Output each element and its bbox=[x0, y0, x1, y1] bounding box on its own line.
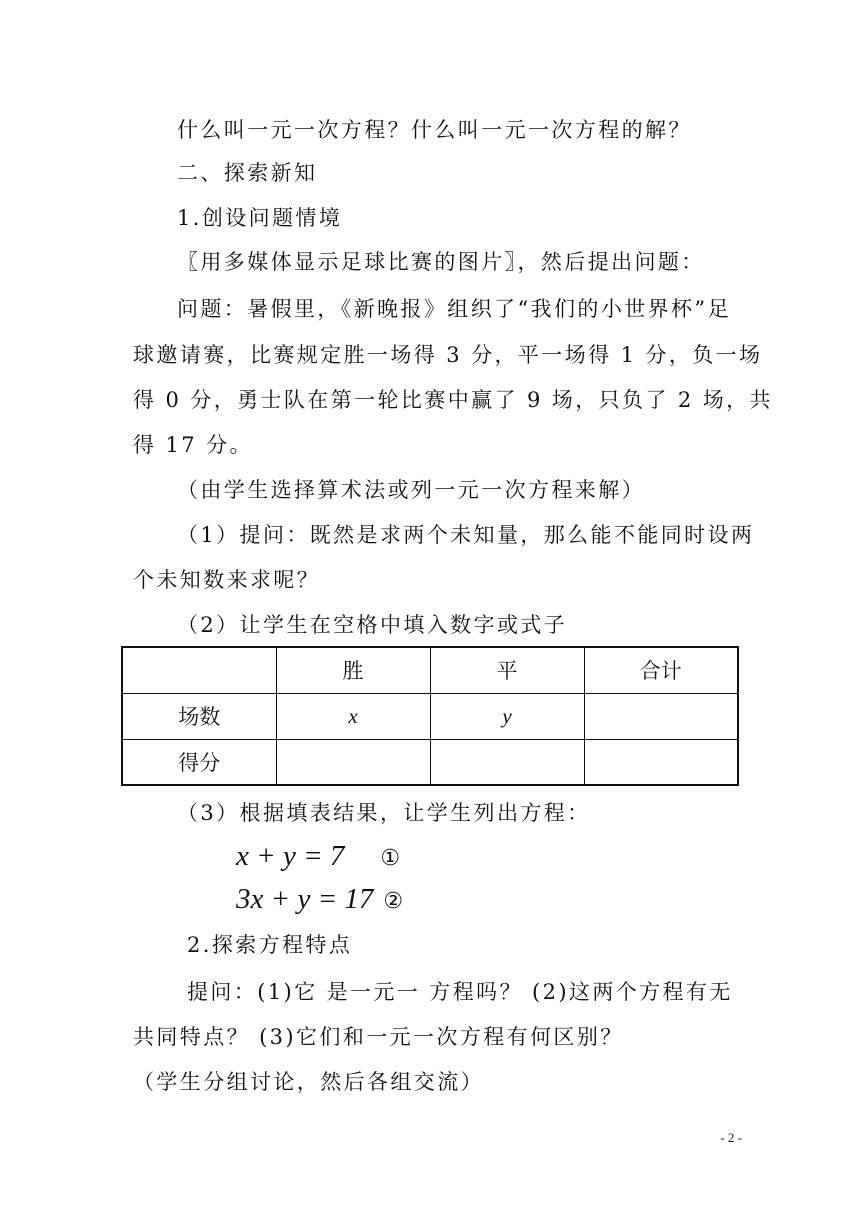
table-row-label: 场数 bbox=[122, 693, 276, 739]
fill-in-table bbox=[121, 646, 739, 786]
section-heading: 二、探索新知 bbox=[177, 161, 318, 185]
table-cell bbox=[430, 739, 584, 785]
table-cell: x bbox=[276, 693, 430, 739]
subsection-heading: 2.探索方程特点 bbox=[187, 933, 353, 957]
paragraph-line: （3）根据填表结果，让学生列出方程： bbox=[177, 801, 591, 825]
paragraph-line: 球邀请赛，比赛规定胜一场得 3 分，平一场得 1 分，负一场 bbox=[133, 343, 763, 367]
equation-number: ① bbox=[380, 846, 401, 871]
table-cell: y bbox=[430, 693, 584, 739]
question-line: 什么叫一元一次方程？什么叫一元一次方程的解？ bbox=[177, 118, 692, 142]
equation-text: x + y = 7 bbox=[236, 840, 345, 872]
subsection-heading: 1.创设问题情境 bbox=[177, 206, 343, 230]
paragraph-line: 个未知数来求呢？ bbox=[133, 568, 321, 592]
table-row bbox=[122, 693, 738, 739]
paragraph-line: （2）让学生在空格中填入数字或式子 bbox=[177, 613, 568, 637]
table-header-cell: 合计 bbox=[584, 647, 738, 693]
equation-text: 3x + y = 17 bbox=[236, 883, 374, 915]
paragraph-line: （学生分组讨论，然后各组交流） bbox=[133, 1070, 484, 1094]
paragraph-line: 共同特点？ (3)它们和一元一次方程有何区别？ bbox=[133, 1025, 624, 1049]
paragraph-line: （由学生选择算术法或列一元一次方程来解） bbox=[177, 478, 645, 502]
table-row bbox=[122, 739, 738, 785]
table-header-cell: 胜 bbox=[276, 647, 430, 693]
paragraph-line: （1）提问：既然是求两个未知量，那么能不能同时设两 bbox=[177, 523, 755, 547]
paragraph-line: 问题：暑假里，《新晚报》组织了“我们的小世界杯”足 bbox=[177, 297, 731, 321]
table-row bbox=[122, 647, 738, 693]
equation-1 bbox=[236, 839, 400, 876]
table-cell bbox=[122, 647, 276, 693]
paragraph-line: 提问：(1)它 是一元一 方程吗？ (2)这两个方程有无 bbox=[187, 980, 733, 1004]
paragraph-line: 得 17 分。 bbox=[133, 433, 253, 457]
table-row-label: 得分 bbox=[122, 739, 276, 785]
equation-2 bbox=[236, 882, 403, 919]
table-header-cell: 平 bbox=[430, 647, 584, 693]
page-number: - 2 - bbox=[720, 1130, 742, 1145]
paragraph-line: 得 0 分，勇士队在第一轮比赛中赢了 9 场，只负了 2 场，共 bbox=[133, 388, 773, 412]
equation-number: ② bbox=[383, 889, 404, 914]
table-cell bbox=[276, 739, 430, 785]
table-cell bbox=[584, 739, 738, 785]
table-cell bbox=[584, 693, 738, 739]
paragraph-line: 〖用多媒体显示足球比赛的图片〗，然后提出问题： bbox=[177, 250, 705, 274]
